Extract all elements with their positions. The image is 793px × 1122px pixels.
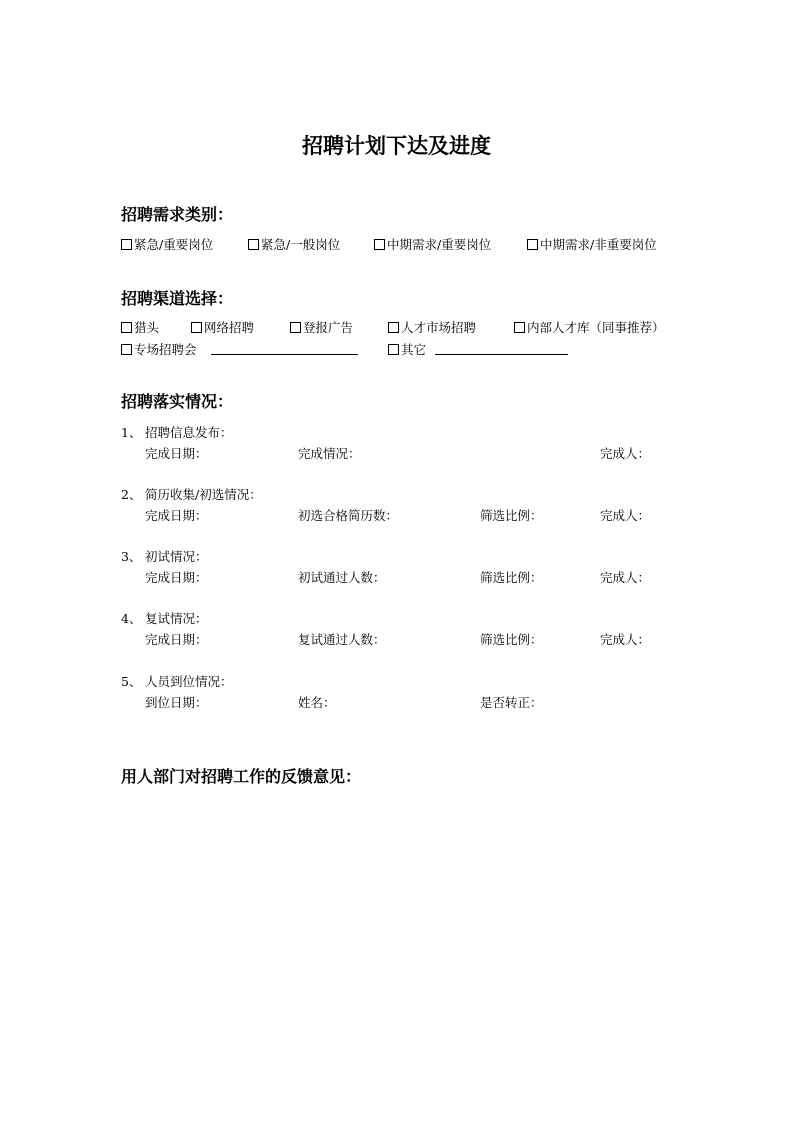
field-regularized: 是否转正： [480,695,543,710]
checkbox-icon[interactable] [388,322,399,333]
other-blank-line[interactable] [435,354,568,355]
field-name: 姓名： [298,695,336,710]
channel-heading: 招聘渠道选择： [121,289,234,308]
field-screening-ratio: 筛选比例： [480,508,543,523]
job-fair-blank-line[interactable] [211,354,358,355]
demand-option-1[interactable]: 紧急/重要岗位 [121,235,213,253]
channel-option-internal[interactable]: 内部人才库（同事推荐） [514,318,665,336]
field-completed-by: 完成人： [600,632,651,647]
demand-option-3[interactable]: 中期需求/重要岗位 [374,235,491,253]
field-completion-date: 完成日期： [145,570,208,585]
status-item-3-label: 初试情况： [145,549,208,564]
field-screening-ratio: 筛选比例： [480,632,543,647]
status-item-1-label: 招聘信息发布： [145,425,233,440]
checkbox-icon[interactable] [191,322,202,333]
field-completed-by: 完成人： [600,446,651,461]
status-item-5-number: 5、 [121,674,142,689]
channel-option-job-fair[interactable]: 专场招聘会 [121,340,197,358]
checkbox-icon[interactable] [121,322,132,333]
checkbox-icon[interactable] [527,239,538,250]
checkbox-icon[interactable] [121,344,132,355]
status-item-1-number: 1、 [121,425,142,440]
field-completion-date: 完成日期： [145,446,208,461]
status-item-2-number: 2、 [121,487,142,502]
channel-option-newspaper[interactable]: 登报广告 [290,318,353,336]
status-item-3-number: 3、 [121,549,142,564]
checkbox-icon[interactable] [121,239,132,250]
field-completion-status: 完成情况： [298,446,361,461]
channel-option-online[interactable]: 网络招聘 [191,318,254,336]
status-item-4-number: 4、 [121,611,142,626]
field-arrival-date: 到位日期： [145,695,208,710]
field-completed-by: 完成人： [600,508,651,523]
checkbox-icon[interactable] [388,344,399,355]
channel-option-other[interactable]: 其它 [388,340,426,358]
checkbox-icon[interactable] [374,239,385,250]
status-item-5-label: 人员到位情况： [145,674,233,689]
checkbox-icon[interactable] [248,239,259,250]
field-second-interview-passed: 复试通过人数： [298,632,386,647]
channel-option-talent-market[interactable]: 人才市场招聘 [388,318,476,336]
field-qualified-resumes: 初选合格简历数： [298,508,399,523]
demand-heading: 招聘需求类别： [121,205,234,224]
demand-option-4[interactable]: 中期需求/非重要岗位 [527,235,657,253]
field-completion-date: 完成日期： [145,508,208,523]
field-screening-ratio: 筛选比例： [480,570,543,585]
field-first-interview-passed: 初试通过人数： [298,570,386,585]
checkbox-icon[interactable] [290,322,301,333]
demand-option-2[interactable]: 紧急/一般岗位 [248,235,340,253]
status-item-2-label: 简历收集/初选情况： [145,487,262,502]
checkbox-icon[interactable] [514,322,525,333]
field-completion-date: 完成日期： [145,632,208,647]
feedback-heading: 用人部门对招聘工作的反馈意见： [121,767,362,786]
status-item-4-label: 复试情况： [145,611,208,626]
channel-option-headhunter[interactable]: 猎头 [121,318,159,336]
status-heading: 招聘落实情况： [121,392,234,411]
page-title: 招聘计划下达及进度 [302,134,491,158]
field-completed-by: 完成人： [600,570,651,585]
